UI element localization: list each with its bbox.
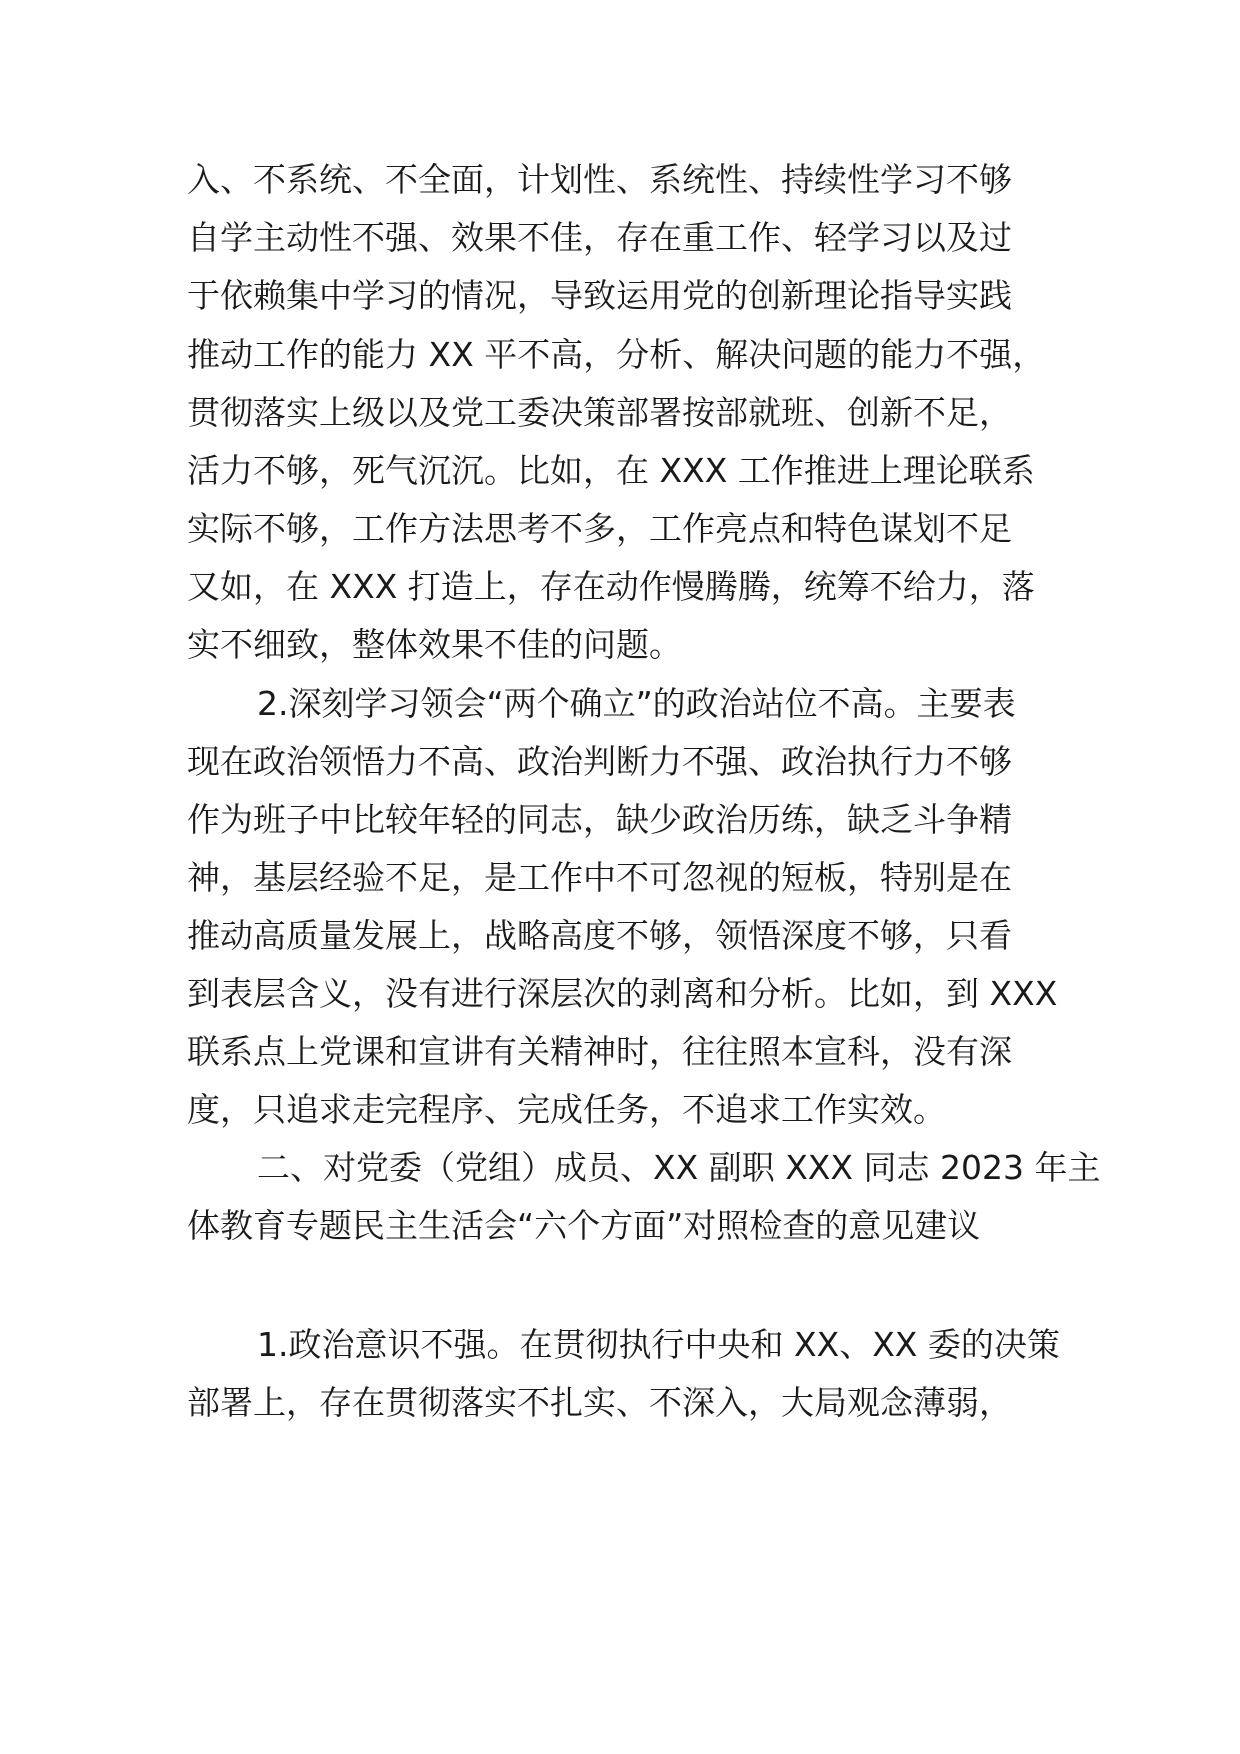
text-line: 活力不够，死气沉沉。比如，在 XXX 工作推进上理论联系 <box>187 451 1035 490</box>
text-line: 联系点上党课和宣讲有关精神时，往往照本宣科，没有深 <box>187 1032 1012 1071</box>
text-line: 部署上，存在贯彻落实不扎实、不深入，大局观念薄弱， <box>187 1383 1012 1422</box>
text-line: 作为班子中比较年轻的同志，缺少政治历练，缺乏斗争精 <box>187 800 1012 839</box>
text-line: 自学主动性不强、效果不佳，存在重工作、轻学习以及过 <box>187 218 1012 257</box>
section-heading: 二、对党委（党组）成员、XX 副职 XXX 同志 2023 年主 <box>257 1148 1101 1187</box>
text-line: 度，只追求走完程序、完成任务，不追求工作实效。 <box>187 1090 946 1129</box>
text-line: 又如，在 XXX 打造上，存在动作慢腾腾，统筹不给力，落 <box>187 567 1035 606</box>
paragraph-heading: 1.政治意识不强。在贯彻执行中央和 XX、XX 委的决策 <box>257 1325 1060 1364</box>
text-line: 实际不够，工作方法思考不多，工作亮点和特色谋划不足 <box>187 509 1012 548</box>
text-line: 推动工作的能力 XX 平不高，分析、解决问题的能力不强， <box>187 335 1046 374</box>
text-line: 实不细致，整体效果不佳的问题。 <box>187 625 682 664</box>
text-line: 现在政治领悟力不高、政治判断力不强、政治执行力不够 <box>187 742 1012 781</box>
text-line: 入、不系统、不全面，计划性、系统性、持续性学习不够 <box>187 160 1012 199</box>
section-heading-continued: 体教育专题民主生活会“六个方面”对照检查的意见建议 <box>187 1206 981 1245</box>
text-line: 到表层含义，没有进行深层次的剥离和分析。比如，到 XXX <box>187 974 1058 1013</box>
text-line: 于依赖集中学习的情况，导致运用党的创新理论指导实践 <box>187 276 1012 315</box>
text-line: 推动高质量发展上，战略高度不够，领悟深度不够，只看 <box>187 916 1012 955</box>
text-line: 神，基层经验不足，是工作中不可忽视的短板，特别是在 <box>187 858 1012 897</box>
paragraph-heading: 2.深刻学习领会“两个确立”的政治站位不高。主要表 <box>257 684 1016 723</box>
text-line: 贯彻落实上级以及党工委决策部署按部就班、创新不足， <box>187 393 1012 432</box>
